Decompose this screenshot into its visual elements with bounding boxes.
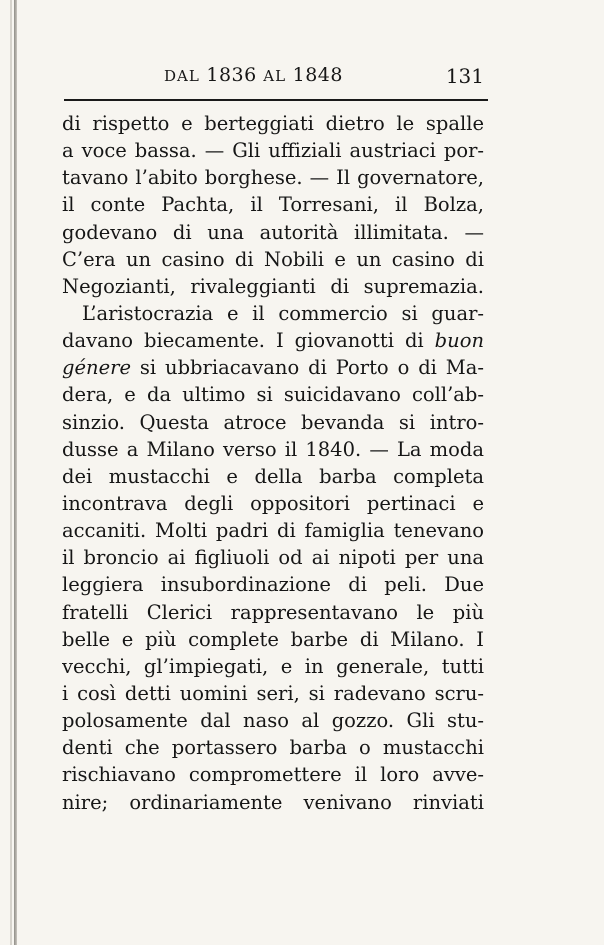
- text-line: denti che portassero barba o mustacchi: [62, 736, 484, 760]
- text-line: [62, 354, 484, 381]
- text-line: fratelli Clerici rappresentavano le più: [62, 600, 484, 624]
- text-line: i così detti uomini seri, si radevano scru-: [62, 681, 484, 705]
- italic-phrase: génere: [62, 356, 131, 380]
- text-line: il broncio ai figliuoli od ai nipoti per una: [62, 546, 484, 570]
- text-line: dusse a Milano verso il 1840. — La moda: [62, 437, 484, 461]
- text-line: L’aristocrazia e il commercio si guar-: [82, 301, 484, 325]
- text-line: dera, e da ultimo si suicidavano coll’ab-: [62, 383, 484, 407]
- text-line: vecchi, gl’impiegati, e in generale, tutti: [62, 654, 484, 678]
- text-line: sinzio. Questa atroce bevanda si intro-: [62, 410, 484, 434]
- text-line: a voce bassa. — Gli uffiziali austriaci por-: [62, 139, 484, 163]
- text-line: il conte Pachta, il Torresani, il Bolza,: [62, 193, 484, 217]
- text-line: Negozianti, rivaleggianti di supremazia.: [62, 274, 484, 298]
- text-line: leggiera insubordinazione di peli. Due: [62, 573, 484, 597]
- text-line: accaniti. Molti padri di famiglia tenevano: [62, 519, 484, 543]
- text-line: polosamente dal naso al gozzo. Gli stu-: [62, 709, 484, 733]
- page-header: [60, 60, 488, 94]
- running-title-year-1: 1836: [206, 64, 257, 86]
- body-text: [62, 110, 484, 816]
- running-title-word-1: DAL: [164, 67, 200, 85]
- running-title: [164, 64, 343, 86]
- text-line: rischiavano compromettere il loro avve-: [62, 763, 484, 787]
- running-title-year-2: 1848: [292, 64, 343, 86]
- text-segment: davano biecamente. I giovanotti di: [62, 329, 435, 353]
- italic-phrase: buon: [434, 329, 484, 353]
- text-line: tavano l’abito borghese. — Il governatore,: [62, 166, 484, 190]
- text-segment: si ubbriacavano di Porto o di Ma-: [130, 356, 484, 380]
- page-gutter-shadow: [10, 0, 12, 945]
- text-line: belle e più complete barbe di Milano. I: [62, 627, 484, 651]
- text-line: godevano di una autorità illimitata. —: [62, 220, 484, 244]
- header-rule: [64, 99, 488, 101]
- text-line: incontrava degli oppositori pertinaci e: [62, 491, 484, 515]
- running-title-word-2: AL: [263, 67, 287, 85]
- page-number: 131: [445, 64, 484, 88]
- text-line: dei mustacchi e della barba completa: [62, 464, 484, 488]
- page-gutter: [14, 0, 17, 945]
- text-line: nire; ordinariamente venivano rinviati: [62, 790, 484, 814]
- text-line: C’era un casino di Nobili e un casino di: [62, 247, 484, 271]
- text-line: di rispetto e berteggiati dietro le spalle: [62, 112, 484, 135]
- text-line: [62, 327, 484, 354]
